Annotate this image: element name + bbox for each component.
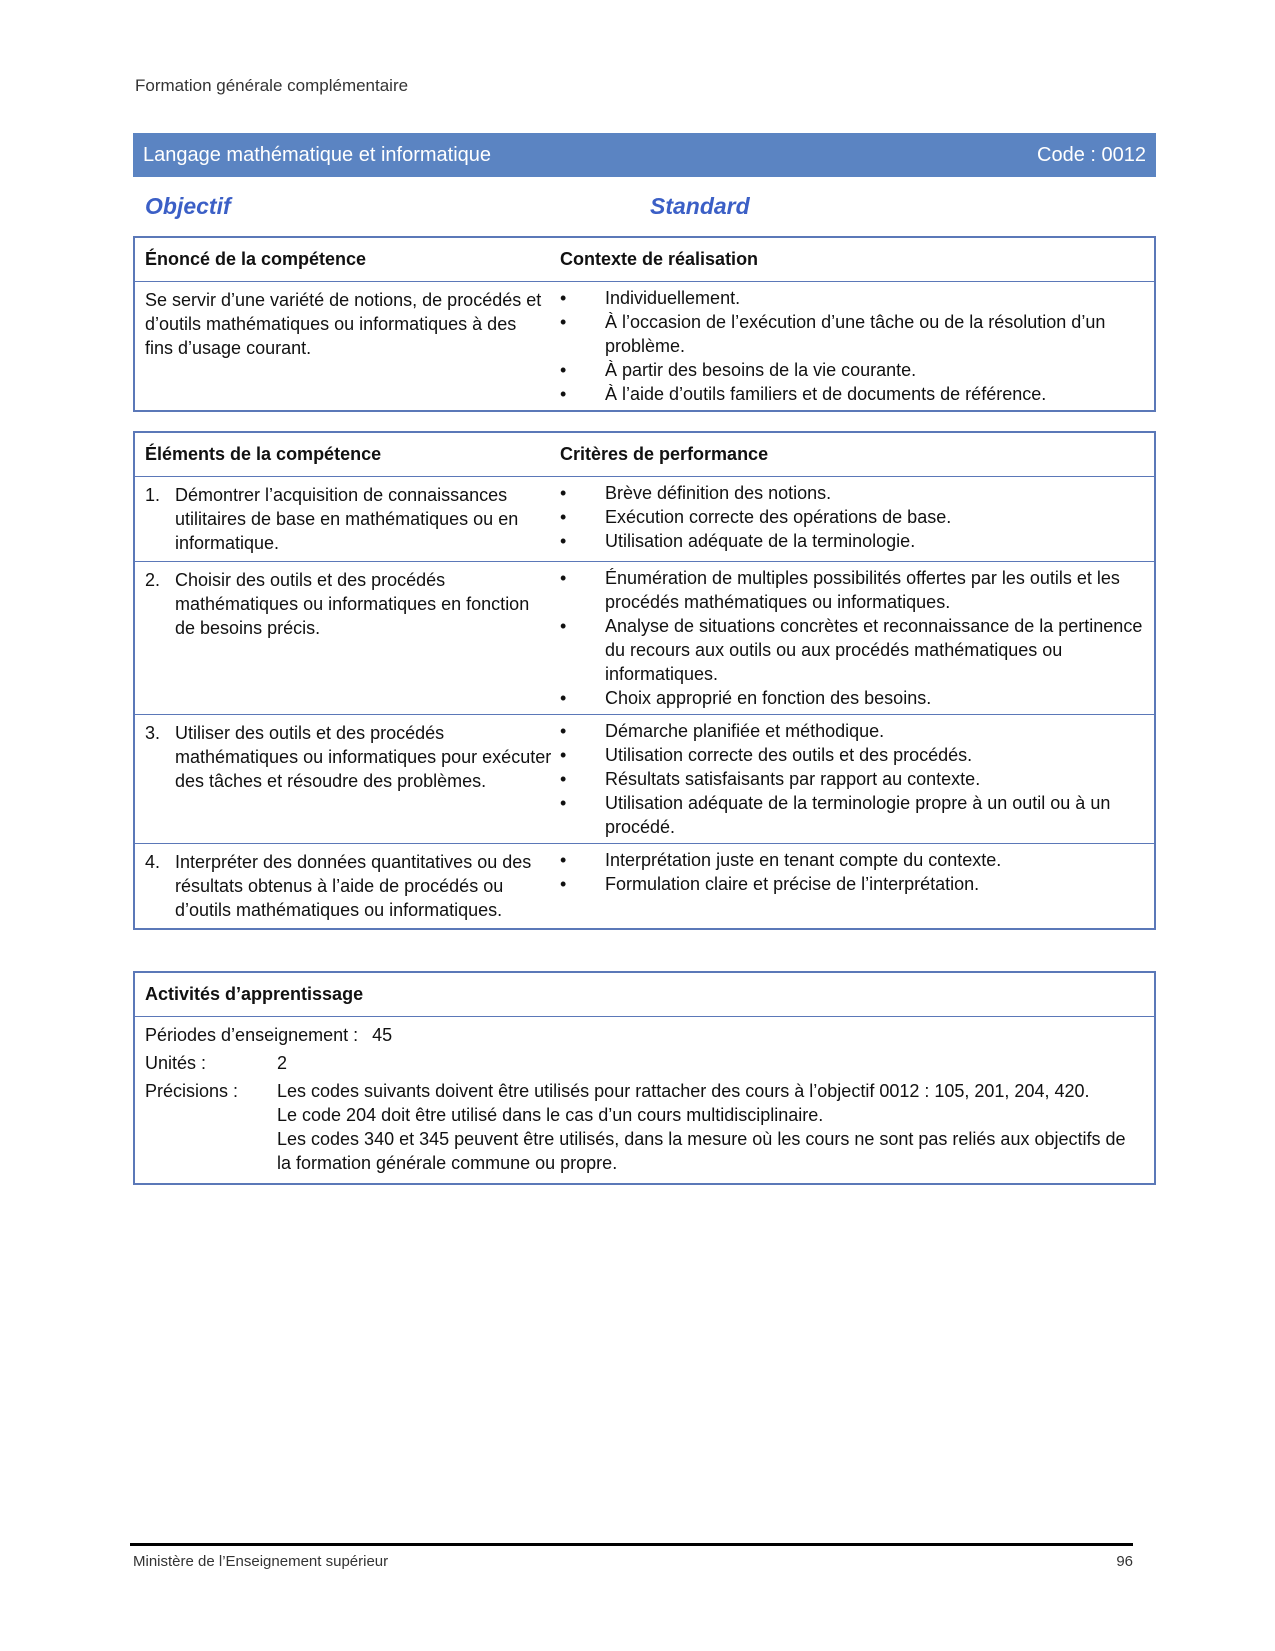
list-item: • Résultats satisfaisants par rapport au contexte. [560,767,1144,791]
units-label: Unités : [145,1053,207,1073]
activities-header: Activités d’apprentissage [135,973,1154,1017]
precisions-label: Précisions : [145,1081,239,1101]
list-item: • À l’occasion de l’exécution d’une tâche ou de la résolution d’un problème. [560,310,1144,358]
bullet-icon [560,358,605,382]
list-item: • Utilisation correcte des outils et des procédés. [560,743,1144,767]
criteria-list [560,481,1144,553]
context-list [560,286,1144,406]
bullet-icon [560,614,605,686]
periods-line [145,1023,1144,1047]
criteria-list [560,566,1144,710]
list-item: • Démarche planifiée et méthodique. [560,719,1144,743]
list-item: • Formulation claire et précise de l’interprétation. [560,872,1144,896]
page-number: 96 [1116,1553,1133,1570]
bullet-icon [560,743,605,767]
elements-header-right: Critères de performance [560,444,769,464]
periods-value: 45 [372,1025,393,1045]
table-row [135,844,1154,928]
precisions-text [277,1079,1144,1175]
precision-item: Le code 204 doit être utilisé dans le cas d’un cours multidisciplinaire. [277,1105,824,1125]
activities-body [135,1017,1154,1183]
element-item: 4. Interpréter des données quantitatives ou des résultats obtenus à l’aide de procédés ou d’outils mathématiques ou informatiques. [145,852,532,920]
standard-label: Standard [650,193,750,219]
objective-label: Objectif [145,193,231,219]
list-item: • Choix approprié en fonction des besoins. [560,686,1144,710]
bullet-icon [560,848,605,872]
bullet-icon [560,529,605,553]
bullet-icon [560,686,605,710]
precisions-line [145,1079,1144,1175]
list-item: • Brève définition des notions. [560,481,1144,505]
competence-header-right: Contexte de réalisation [560,249,759,269]
units-value: 2 [277,1053,288,1073]
section-labels [145,193,1145,223]
list-item: • Utilisation adéquate de la terminologie propre à un outil ou à un procédé. [560,791,1144,839]
context-list-container [560,282,1154,410]
table-row [135,477,1154,562]
competence-box [133,236,1156,412]
precision-item: Les codes suivants doivent être utilisés pour rattacher des cours à l’objectif 0012 : 105, 201, 204, 420. [277,1081,1090,1101]
competence-statement: Se servir d’une variété de notions, de procédés et d’outils mathématiques ou informatiques à des fins d’usage courant. [145,290,542,358]
title-band [133,133,1156,177]
table-row [135,715,1154,844]
precision-item: Les codes 340 et 345 peuvent être utilisés, dans la mesure où les cours ne sont pas reliés aux objectifs de la formation générale commune ou propre. [277,1129,1126,1173]
competence-header [135,238,1154,282]
list-item: • Individuellement. [560,286,1144,310]
periods-label: Périodes d’enseignement : [145,1025,359,1045]
element-item: 2. Choisir des outils et des procédés mathématiques ou informatiques en fonction de besoins précis. [145,570,530,638]
course-code: Code : 0012 [1037,143,1146,166]
bullet-icon [560,767,605,791]
running-header: Formation générale complémentaire [135,76,409,95]
list-item: • Interprétation juste en tenant compte du contexte. [560,848,1144,872]
footer-ministry: Ministère de l’Enseignement supérieur [133,1553,389,1570]
footer [133,1553,1133,1570]
bullet-icon [560,310,605,358]
element-item: 1. Démontrer l’acquisition de connaissances utilitaires de base en mathématiques ou en informatique. [145,485,519,553]
footer-rule [130,1543,1133,1546]
criteria-list [560,848,1144,896]
bullet-icon [560,719,605,743]
bullet-icon [560,566,605,614]
bullet-icon [560,505,605,529]
elements-box [133,431,1156,930]
competence-row [135,282,1154,410]
elements-header-left: Éléments de la compétence [145,444,382,464]
list-item: • À l’aide d’outils familiers et de documents de référence. [560,382,1144,406]
list-item: • Analyse de situations concrètes et reconnaissance de la pertinence du recours aux outils ou aux procédés mathématiques ou informatiques. [560,614,1144,686]
activities-box [133,971,1156,1185]
elements-header [135,433,1154,477]
bullet-icon [560,872,605,896]
bullet-icon [560,286,605,310]
list-item: • Énumération de multiples possibilités offertes par les outils et les procédés mathématiques ou informatiques. [560,566,1144,614]
list-item: • Exécution correcte des opérations de base. [560,505,1144,529]
competence-header-left: Énoncé de la compétence [145,249,367,269]
course-title: Langage mathématique et informatique [143,143,492,166]
units-line [145,1051,1144,1075]
table-row [135,562,1154,715]
bullet-icon [560,382,605,406]
list-item: • À partir des besoins de la vie courante. [560,358,1144,382]
bullet-icon [560,791,605,839]
list-item: • Utilisation adéquate de la terminologie. [560,529,1144,553]
criteria-list [560,719,1144,839]
element-item: 3. Utiliser des outils et des procédés mathématiques ou informatiques pour exécuter des tâches et résoudre des problèmes. [145,723,552,791]
bullet-icon [560,481,605,505]
